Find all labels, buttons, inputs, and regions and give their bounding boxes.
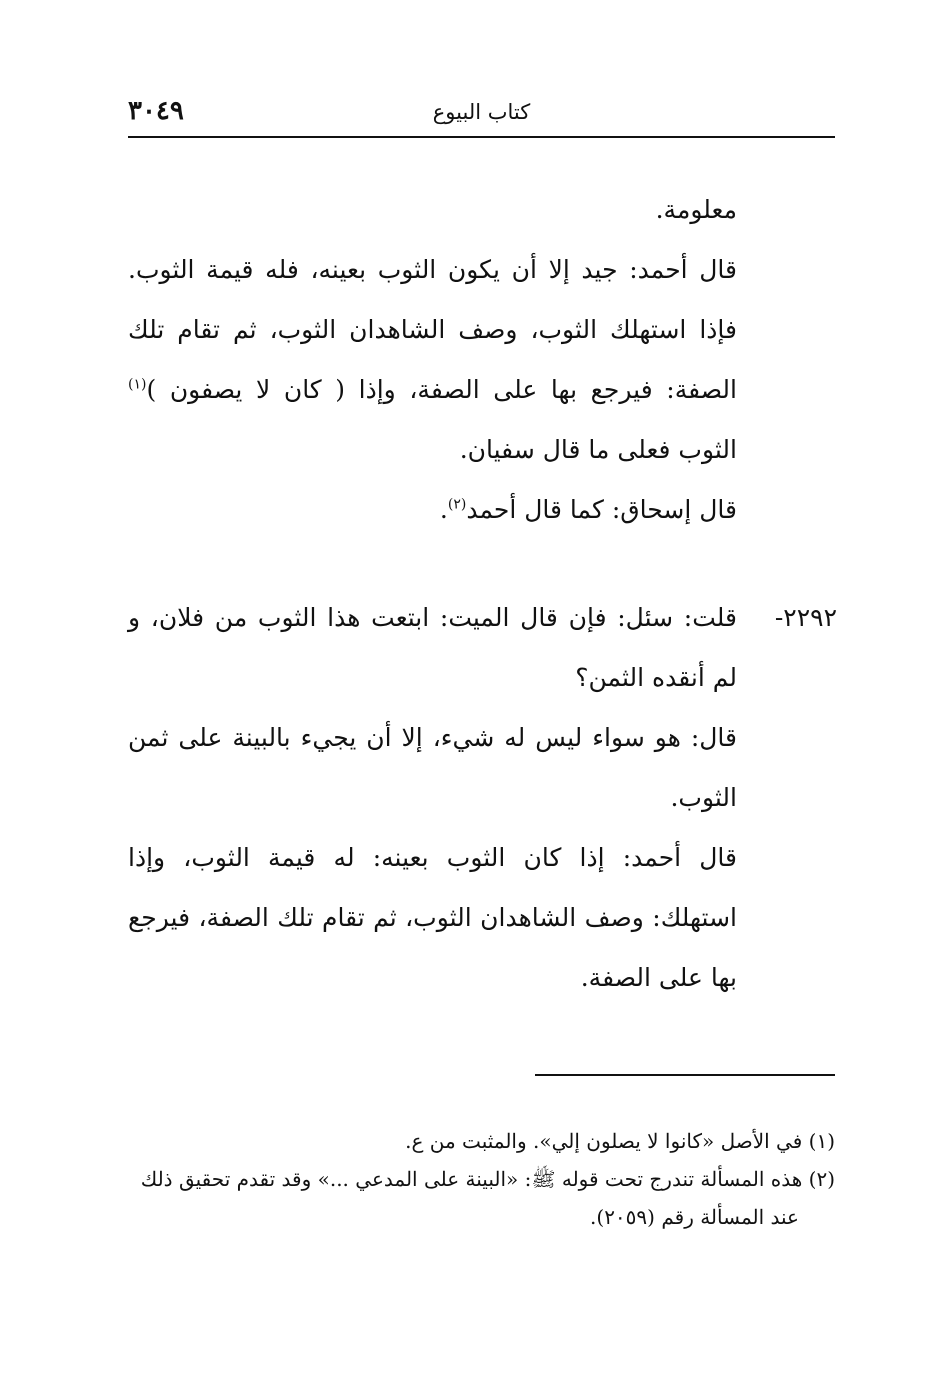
- paragraph-text: قال أحمد: إذا كان الثوب بعينه: له قيمة الثوب، وإذا استهلك: وصف الشاهدان الثوب، ثم تقام تلك الصفة، فيرجع بها على الصفة.: [128, 843, 737, 992]
- footnote-1: (١) في الأصل «كانوا لا يصلون إلي». والمثبت من ع.: [405, 1129, 835, 1153]
- paragraph-text: قال: هو سواء ليس له شيء، إلا أن يجيء بالبينة على ثمن الثوب.: [128, 723, 737, 812]
- header-title: كتاب البيوع: [432, 100, 531, 124]
- paragraph-text: .: [439, 495, 448, 524]
- footnote-2-continuation: عند المسألة رقم (٢٠٥٩).: [590, 1205, 799, 1229]
- footnote-2: (٢) هذه المسألة تندرج تحت قوله ﷺ: «البينة على المدعي ...» وقد تقدم تحقيق ذلك: [140, 1167, 835, 1191]
- paragraph: [128, 240, 737, 480]
- running-header: [128, 92, 835, 138]
- footnote-separator: [535, 1074, 835, 1076]
- answer-paragraph: [128, 828, 737, 1008]
- paragraph-text: الثوب فعلى ما قال سفيان.: [459, 435, 737, 464]
- paragraph-text: قال أحمد: جيد إلا أن يكون الثوب بعينه، فله قيمة الثوب. فإذا استهلك الثوب، وصف الشاهدان الثوب، ثم تقام تلك الصفة: فيرجع بها على الصفة، وإذا ( كان لا يصفون ): [128, 255, 737, 404]
- issue-number: ٢٢٩٢-: [774, 603, 837, 632]
- paragraph-text: قلت: سئل: فإن قال الميت: ابتعت هذا الثوب من فلان، و لم أنقده الثمن؟: [128, 603, 737, 692]
- paragraph-text: معلومة.: [655, 195, 737, 224]
- footnotes: [128, 1122, 835, 1236]
- paragraph-text: قال إسحاق: كما قال أحمد: [466, 495, 737, 524]
- paragraph: [128, 480, 737, 540]
- page-number: ٣٠٤٩: [128, 96, 184, 126]
- paragraph: [128, 180, 737, 240]
- issue-2292: [128, 588, 837, 1008]
- main-text: [128, 180, 837, 1008]
- footnote-ref[interactable]: (١): [128, 376, 147, 393]
- section-gap: [128, 540, 737, 588]
- footnote-ref[interactable]: (٢): [447, 496, 467, 513]
- answer-paragraph: [128, 708, 737, 828]
- question-paragraph: [128, 588, 737, 708]
